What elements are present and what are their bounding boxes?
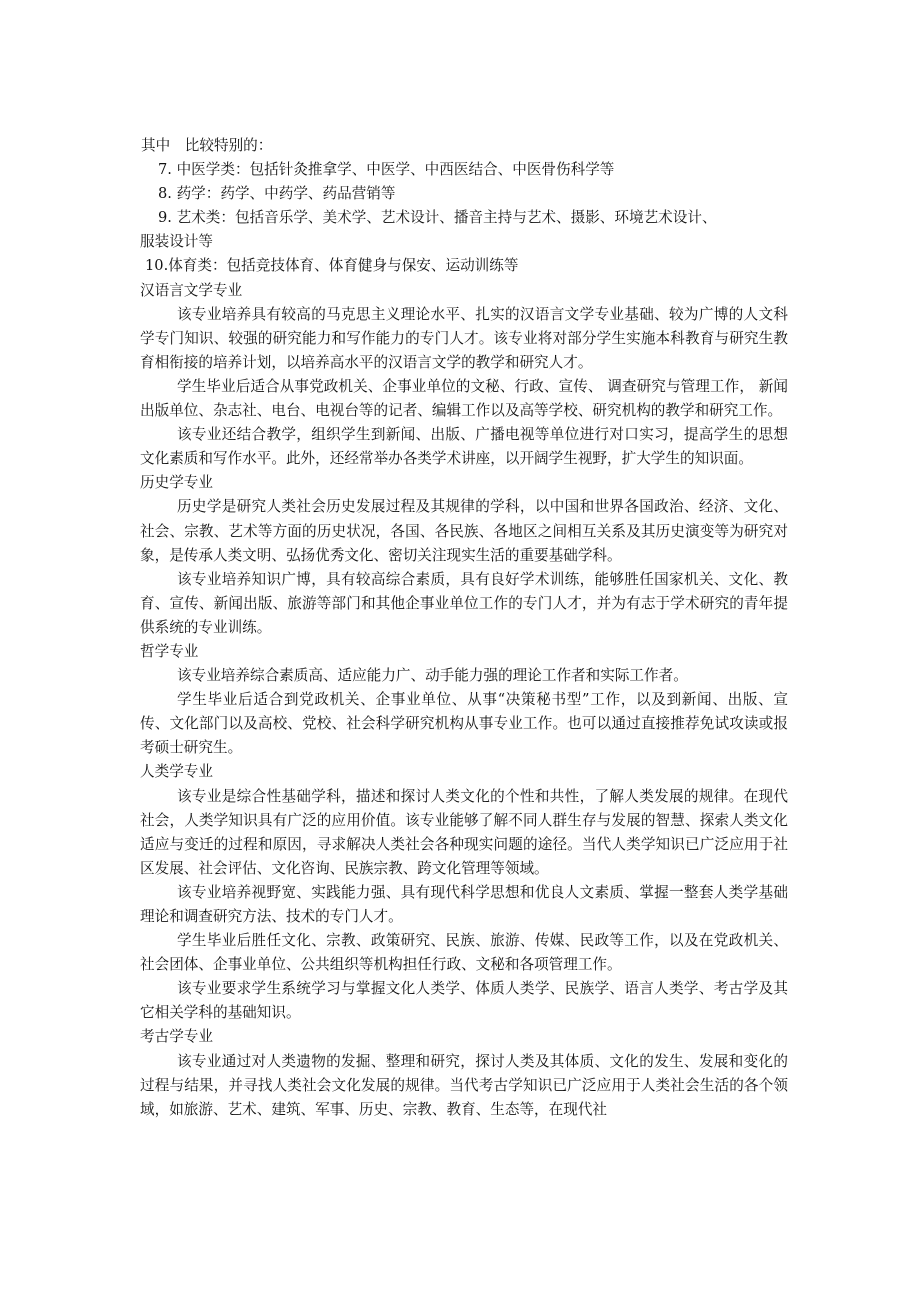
paragraph: 该专业通过对人类遗物的发掘、整理和研究，探讨人类及其体质、文化的发生、发展和变化的过程与结果，并寻找人类社会文化发展的规律。当代考古学知识已广泛应用于人类社会生活的各个领域，如旅游、艺术、建筑、军事、历史、宗教、教育、生态等，在现代社 [140,1052,788,1118]
paragraph: 学生毕业后胜任文化、宗教、政策研究、民族、旅游、传媒、民政等工作，以及在党政机关、社会团体、企事业单位、公共组织等机构担任行政、文秘和各项管理工作。 [140,932,788,974]
section-heading: 人类学专业 [140,763,213,781]
list-item-continuation: 服装设计等 [140,233,213,251]
section-heading: 考古学专业 [140,1028,213,1046]
list-item: 8. 药学：药学、中药学、药品营销等 [158,185,396,203]
paragraph: 该专业要求学生系统学习与掌握文化人类学、体质人类学、民族学、语言人类学、考古学及其它相关学科的基础知识。 [140,980,788,1022]
section-heading: 哲学专业 [140,642,199,660]
list-item: 7. 中医学类：包括针灸推拿学、中医学、中西医结合、中医骨伤科学等 [158,161,615,179]
list-item: 9. 艺术类：包括音乐学、美术学、艺术设计、播音主持与艺术、摄影、环境艺术设计、 [158,209,717,227]
paragraph: 该专业培养视野宽、实践能力强、具有现代科学思想和优良人文素质、掌握一整套人类学基础理论和调查研究方法、技术的专门人才。 [140,883,788,925]
list-item: 10.体育类：包括竞技体育、体育健身与保安、运动训练等 [145,257,519,275]
paragraph: 该专业是综合性基础学科，描述和探讨人类文化的个性和共性，了解人类发展的规律。在现代社会，人类学知识具有广泛的应用价值。该专业能够了解不同人群生存与发展的智慧、探索人类文化适应与变迁的过程和原因，寻求解决人类社会各种现实问题的途径。当代人类学知识已广泛应用于社区发展、社会评估、文化咨询、民族宗教、跨文化管理等领域。 [140,787,788,877]
paragraph: 学生毕业后适合到党政机关、企事业单位、从事“决策秘书型”工作，以及到新闻、出版、宣传、文化部门以及高校、党校、社会科学研究机构从事专业工作。也可以通过直接推荐免试攻读或报考硕士研究生。 [140,691,788,757]
section-heading: 历史学专业 [140,474,213,492]
document-page [140,134,788,1122]
paragraph: 学生毕业后适合从事党政机关、企事业单位的文秘、行政、宣传、 调查研究与管理工作， 新闻出版单位、杂志社、电台、电视台等的记者、编辑工作以及高等学校、研究机构的教学和研究工作。 [140,377,788,420]
paragraph: 该专业培养综合素质高、适应能力广、动手能力强的理论工作者和实际工作者。 [177,667,688,685]
paragraph: 该专业培养具有较高的马克思主义理论水平、扎实的汉语言文学专业基础、较为广博的人文科学专门知识、较强的研究能力和写作能力的专门人才。该专业将对部分学生实施本科教育与研究生教育相衔接的培养计划，以培养高水平的汉语言文学的教学和研究人才。 [140,305,788,371]
intro-label: 其中 比较特别的： [141,137,273,154]
paragraph: 该专业还结合教学，组织学生到新闻、出版、广播电视等单位进行对口实习，提高学生的思想文化素质和写作水平。此外，还经常举办各类学术讲座，以开阔学生视野，扩大学生的知识面。 [140,426,788,468]
paragraph: 该专业培养知识广博，具有较高综合素质，具有良好学术训练，能够胜任国家机关、文化、教育、宣传、新闻出版、旅游等部门和其他企事业单位工作的专门人才，并为有志于学术研究的青年提供系统的专业训练。 [140,570,788,636]
section-heading: 汉语言文学专业 [140,281,243,299]
paragraph: 历史学是研究人类社会历史发展过程及其规律的学科，以中国和世界各国政治、经济、文化、社会、宗教、艺术等方面的历史状况，各国、各民族、各地区之间相互关系及其历史演变等为研究对象，是传承人类文明、弘扬优秀文化、密切关注现实生活的重要基础学科。 [140,498,788,564]
